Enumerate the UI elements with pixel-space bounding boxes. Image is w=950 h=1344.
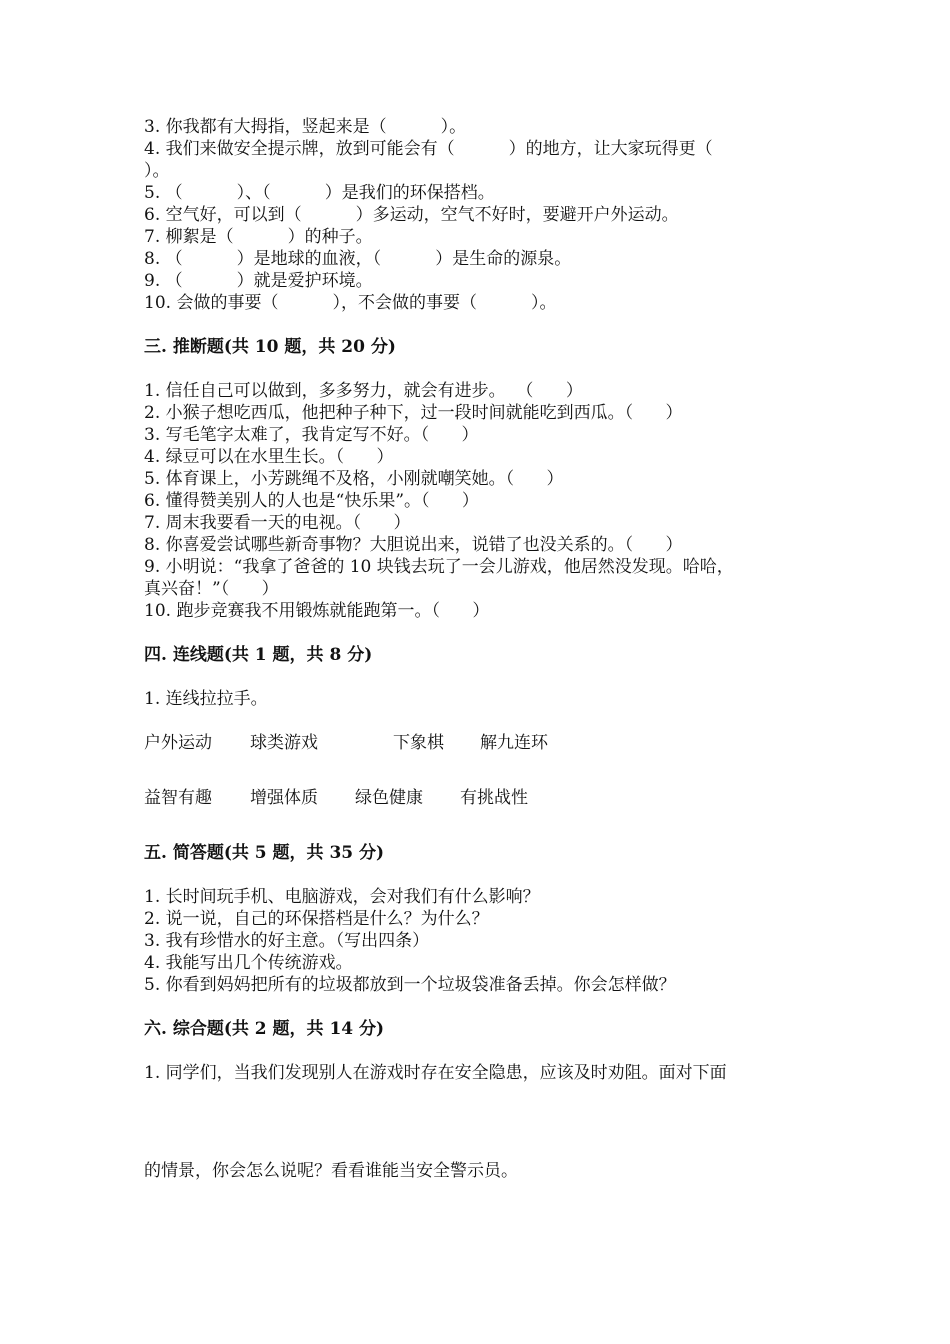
judgment-item-cont: 真兴奋！”（ ） xyxy=(144,579,279,599)
judgment-item: 8. 你喜爱尝试哪些新奇事物？大胆说出来，说错了也没关系的。（ ） xyxy=(144,535,683,555)
match-bottom-item: 绿色健康 xyxy=(355,788,423,808)
match-top-item: 户外运动 xyxy=(144,733,212,753)
judgment-item: 4. 绿豆可以在水里生长。（ ） xyxy=(144,447,394,467)
comprehensive-question-cont: 的情景，你会怎么说呢？看看谁能当安全警示员。 xyxy=(144,1161,518,1181)
judgment-item: 6. 懂得赞美别人的人也是“快乐果”。（ ） xyxy=(144,491,479,511)
fill-blank-6: 6. 空气好，可以到（ ）多运动，空气不好时，要避开户外运动。 xyxy=(144,205,679,225)
short-answer-item: 3. 我有珍惜水的好主意。（写出四条） xyxy=(144,931,430,951)
match-top-item: 球类游戏 xyxy=(250,733,318,753)
fill-blank-9: 9. （ ）就是爱护环境。 xyxy=(144,271,373,291)
comprehensive-question: 1. 同学们，当我们发现别人在游戏时存在安全隐患，应该及时劝阻。面对下面 xyxy=(144,1063,727,1083)
section-title: 五. 简答题(共 5 题，共 35 分) xyxy=(144,843,385,863)
short-answer-item: 4. 我能写出几个传统游戏。 xyxy=(144,953,353,973)
match-top-item: 下象棋 xyxy=(393,733,444,753)
short-answer-item: 1. 长时间玩手机、电脑游戏，会对我们有什么影响？ xyxy=(144,887,540,907)
fill-blank-5: 5. （ ）、（ ）是我们的环保搭档。 xyxy=(144,183,495,203)
fill-blank-7: 7. 柳絮是（ ）的种子。 xyxy=(144,227,373,247)
matching-question: 1. 连线拉拉手。 xyxy=(144,689,268,709)
fill-blank-4-cont: ）。 xyxy=(144,161,170,181)
fill-blank-10: 10. 会做的事要（ ），不会做的事要（ ）。 xyxy=(144,293,557,313)
fill-blank-4: 4. 我们来做安全提示牌，放到可能会有（ ）的地方，让大家玩得更（ xyxy=(144,139,713,159)
short-answer-item: 5. 你看到妈妈把所有的垃圾都放到一个垃圾袋准备丢掉。你会怎样做？ xyxy=(144,975,676,995)
judgment-item: 1. 信任自己可以做到，多多努力，就会有进步。 （ ） xyxy=(144,381,583,401)
match-bottom-item: 益智有趣 xyxy=(144,788,212,808)
match-bottom-item: 增强体质 xyxy=(250,788,318,808)
section-title: 三. 推断题(共 10 题，共 20 分) xyxy=(144,337,396,357)
section-title: 四. 连线题(共 1 题，共 8 分) xyxy=(144,645,373,665)
judgment-item: 10. 跑步竞赛我不用锻炼就能跑第一。（ ） xyxy=(144,601,490,621)
judgment-item: 9. 小明说：“我拿了爸爸的 10 块钱去玩了一会儿游戏，他居然没发现。哈哈， xyxy=(144,557,734,577)
short-answer-item: 2. 说一说，自己的环保搭档是什么？为什么？ xyxy=(144,909,489,929)
section-title: 六. 综合题(共 2 题，共 14 分) xyxy=(144,1019,385,1039)
judgment-item: 7. 周末我要看一天的电视。（ ） xyxy=(144,513,411,533)
judgment-item: 2. 小猴子想吃西瓜，他把种子种下，过一段时间就能吃到西瓜。（ ） xyxy=(144,403,683,423)
fill-blank-3: 3. 你我都有大拇指，竖起来是（ ）。 xyxy=(144,117,467,137)
judgment-item: 5. 体育课上，小芳跳绳不及格，小刚就嘲笑她。（ ） xyxy=(144,469,564,489)
judgment-item: 3. 写毛笔字太难了，我肯定写不好。（ ） xyxy=(144,425,479,445)
match-top-item: 解九连环 xyxy=(480,733,548,753)
fill-blank-8: 8. （ ）是地球的血液，（ ）是生命的源泉。 xyxy=(144,249,572,269)
match-bottom-item: 有挑战性 xyxy=(460,788,528,808)
